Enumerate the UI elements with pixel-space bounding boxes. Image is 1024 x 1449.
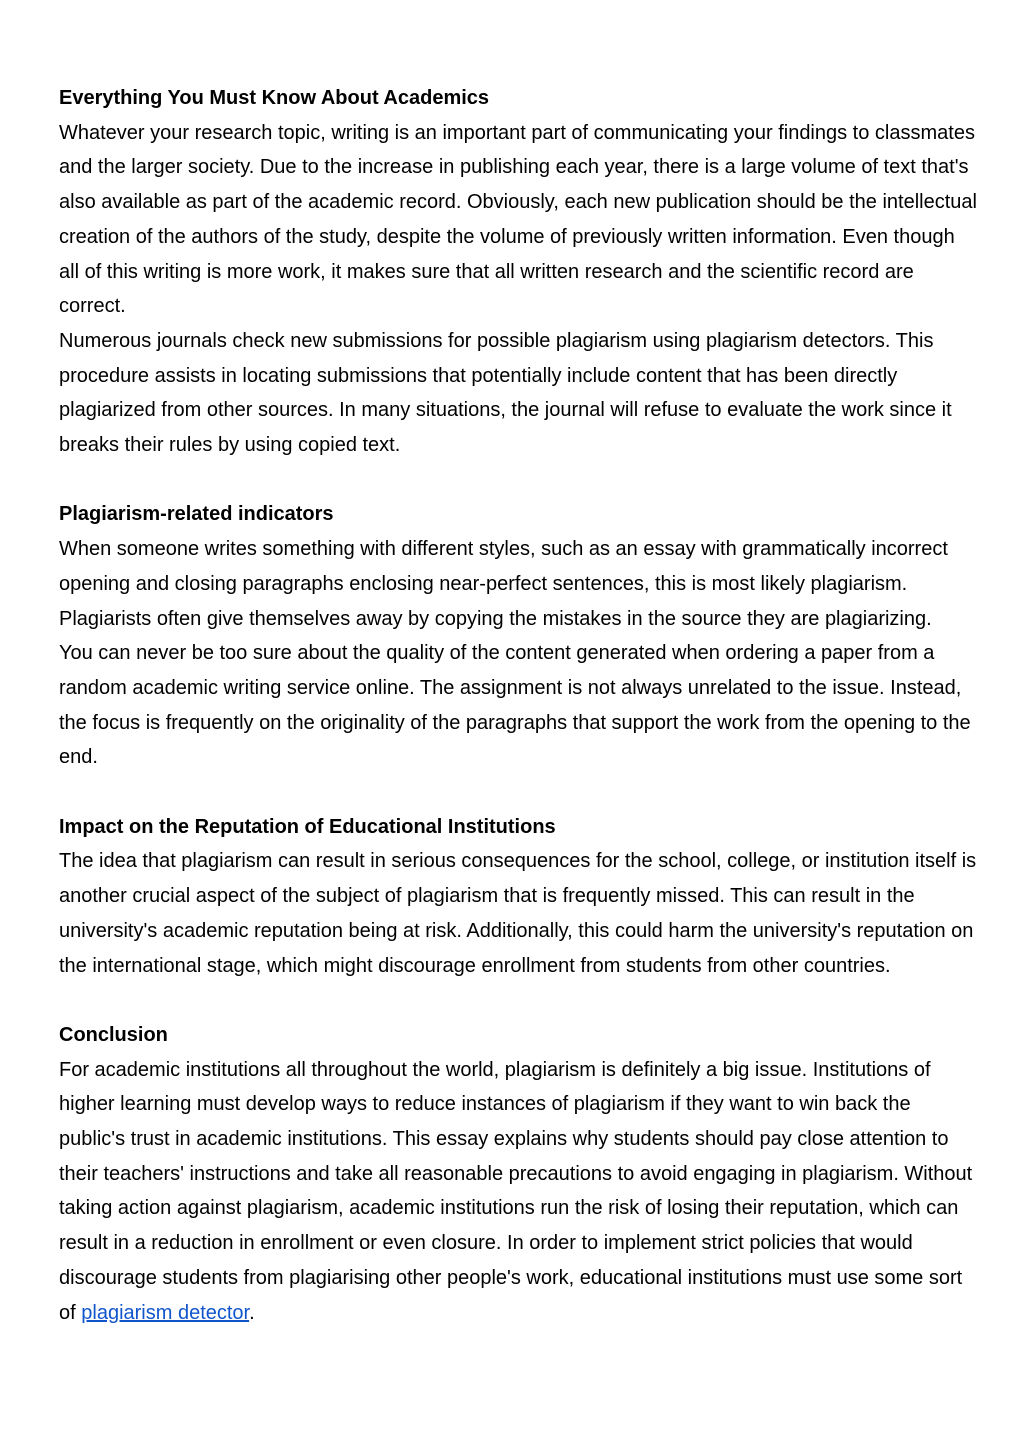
paragraph: When someone writes something with different styles, such as an essay with grammatically incorrect opening and closing paragraphs enclosing near-perfect sentences, this is most likely plagiarism. Plagiarists often give themselves away by copying the mistakes in the source they are plagiarizing. — [59, 538, 948, 630]
spacer — [59, 463, 979, 498]
document-body — [59, 81, 979, 1330]
section-heading: Impact on the Reputation of Educational Institutions — [59, 815, 556, 838]
trailing-period: . — [249, 1301, 255, 1324]
section-heading: Plagiarism-related indicators — [59, 503, 334, 526]
section-conclusion — [59, 1018, 979, 1330]
section-academics — [59, 81, 979, 463]
spacer — [59, 983, 979, 1018]
paragraph-text: For academic institutions all throughout the world, plagiarism is definitely a big issue. Institutions of higher learning must develop ways to reduce instances of plagiarism if they want to win back the public's trust in academic institutions. This essay explains why students should pay close attention to their teachers' instructions and take all reasonable precautions to avoid engaging in plagiarism. Without taking action against plagiarism, academic institutions run the risk of losing their reputation, which can result in a reduction in enrollment or even closure. In order to implement strict policies that would discourage students from plagiarising other people's work, educational institutions must use some sort of — [59, 1058, 973, 1324]
paragraph: Whatever your research topic, writing is an important part of communicating your findings to classmates and the larger society. Due to the increase in publishing each year, there is a large volume of text that's also available as part of the academic record. Obviously, each new publication should be the intellectual creation of the authors of the study, despite the volume of previously written information. Even though all of this writing is more work, it makes sure that all written research and the scientific record are correct. — [59, 121, 977, 318]
conclusion-paragraph — [59, 1053, 979, 1331]
paragraph: You can never be too sure about the quality of the content generated when ordering a paper from a random academic writing service online. The assignment is not always unrelated to the issue. Instead, the focus is frequently on the originality of the paragraphs that support the work from the opening to the end. — [59, 642, 971, 769]
plagiarism-detector-link[interactable]: plagiarism detector — [81, 1301, 250, 1324]
section-heading: Everything You Must Know About Academics — [59, 87, 490, 109]
section-reputation — [59, 810, 979, 984]
section-heading: Conclusion — [59, 1023, 168, 1046]
section-indicators — [59, 497, 979, 775]
paragraph: The idea that plagiarism can result in serious consequences for the school, college, or institution itself is another crucial aspect of the subject of plagiarism that is frequently missed. This can result in the university's academic reputation being at risk. Additionally, this could harm the university's reputation on the international stage, which might discourage enrollment from students from other countries. — [59, 850, 977, 977]
spacer — [59, 775, 979, 810]
paragraph: Numerous journals check new submissions for possible plagiarism using plagiarism detectors. This procedure assists in locating submissions that potentially include content that has been directly plagiarized from other sources. In many situations, the journal will refuse to evaluate the work since it breaks their rules by using copied text. — [59, 329, 952, 457]
